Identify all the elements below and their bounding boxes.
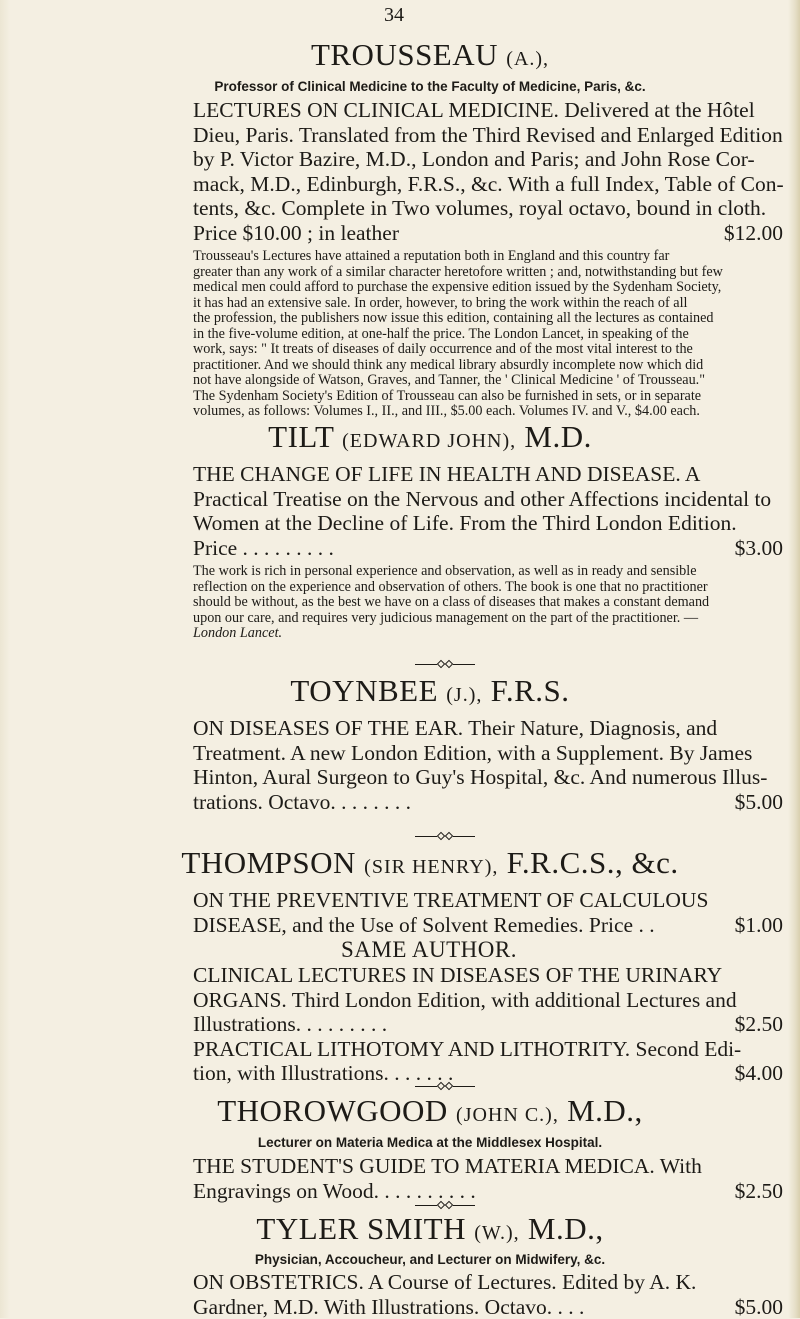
- description-line: Treatment. A new London Edition, with a Supplement. By James: [193, 741, 783, 766]
- book-description: [193, 98, 783, 245]
- description-line: LECTURES ON CLINICAL MEDICINE. Delivered at the Hôtel: [193, 98, 783, 123]
- description-line: mack, M.D., Edinburgh, F.R.S., &c. With a full Index, Table of Con-: [193, 172, 783, 197]
- author-heading: [0, 674, 800, 712]
- description-line: ON OBSTETRICS. A Course of Lectures. Edited by A. K.: [193, 1270, 783, 1295]
- author-suffix: F.R.S.: [491, 673, 570, 708]
- description-line: THE STUDENT'S GUIDE TO MATERIA MEDICA. With: [193, 1154, 783, 1179]
- author-subtitle: Professor of Clinical Medicine to the Faculty of Medicine, Paris, &c.: [0, 78, 800, 96]
- book-description: [193, 888, 783, 937]
- author-suffix: M.D.,: [567, 1093, 643, 1128]
- description-line: ON THE PREVENTIVE TREATMENT OF CALCULOUS: [193, 888, 783, 913]
- catalog-entry-thorowgood: [0, 1094, 800, 1203]
- author-heading: [0, 420, 800, 458]
- note-line: in the five-volume edition, at one-half the price. The London Lancet, in speaking of the: [193, 327, 783, 343]
- ornament-diamond: [445, 1082, 453, 1090]
- ornament-diamond: [445, 1201, 453, 1209]
- price-label: trations. Octavo. . . . . . . .: [193, 790, 411, 815]
- ornament-rule: [453, 1086, 475, 1087]
- ornament-rule: [415, 664, 437, 665]
- price-label: Illustrations. . . . . . . . .: [193, 1012, 387, 1037]
- catalog-entry-thompson: [0, 846, 800, 1086]
- author-subtitle: Physician, Accoucheur, and Lecturer on Midwifery, &c.: [0, 1251, 800, 1269]
- author-heading: [0, 1212, 800, 1250]
- price-line: [193, 221, 783, 246]
- price-label: Price $10.00 ; in leather: [193, 221, 399, 246]
- description-line: THE CHANGE OF LIFE IN HEALTH AND DISEASE. A: [193, 462, 783, 487]
- note-line: it has had an extensive sale. In order, however, to bring the work within the reach of all: [193, 296, 783, 312]
- author-heading: [0, 1094, 800, 1132]
- section-ornament: [415, 832, 475, 840]
- price-value: $2.50: [735, 1179, 783, 1204]
- price-line: [193, 1295, 783, 1319]
- author-name: THOMPSON: [181, 845, 356, 880]
- price-value: $3.00: [735, 536, 783, 561]
- author-suffix: M.D.,: [528, 1211, 604, 1246]
- ornament-rule: [453, 836, 475, 837]
- author-name: TILT: [268, 419, 334, 454]
- author-name: THOROWGOOD: [217, 1093, 448, 1128]
- author-initials: (W.),: [474, 1222, 519, 1244]
- price-value: $1.00: [735, 913, 783, 938]
- same-author-heading: SAME AUTHOR.: [0, 937, 800, 963]
- description-line: by P. Victor Bazire, M.D., London and Paris; and John Rose Cor-: [193, 147, 783, 172]
- price-line: [193, 1061, 783, 1086]
- author-subtitle: Lecturer on Materia Medica at the Middlesex Hospital.: [0, 1134, 800, 1152]
- description-line: tents, &c. Complete in Two volumes, royal octavo, bound in cloth.: [193, 196, 783, 221]
- author-initials: (A.),: [506, 48, 549, 70]
- ornament-rule: [415, 1086, 437, 1087]
- review-notes: [193, 564, 783, 642]
- book-description: [193, 963, 783, 1086]
- author-initials: (EDWARD JOHN),: [342, 430, 516, 452]
- note-line: The Sydenham Society's Edition of Trousseau can also be furnished in sets, or in separate: [193, 389, 783, 405]
- price-value: $4.00: [735, 1061, 783, 1086]
- price-label: tion, with Illustrations. . . . . . .: [193, 1061, 453, 1086]
- price-value: $12.00: [724, 221, 783, 246]
- description-line: Dieu, Paris. Translated from the Third Revised and Enlarged Edition: [193, 123, 783, 148]
- author-suffix: M.D.: [524, 419, 591, 454]
- author-suffix: F.R.C.S., &c.: [507, 845, 679, 880]
- catalog-entry-toynbee: [0, 674, 800, 814]
- description-line: Hinton, Aural Surgeon to Guy's Hospital, &c. And numerous Illus-: [193, 765, 783, 790]
- note-line: work, says: " It treats of diseases of daily occurrence and of the most vital interest to the: [193, 342, 783, 358]
- author-name: TROUSSEAU: [311, 37, 498, 72]
- book-description: [193, 1270, 783, 1319]
- ornament-rule: [415, 1205, 437, 1206]
- catalog-entry-tilt: [0, 420, 800, 642]
- ornament-rule: [453, 1205, 475, 1206]
- description-line: Practical Treatise on the Nervous and other Affections incidental to: [193, 487, 783, 512]
- price-value: $5.00: [735, 1295, 783, 1319]
- price-line: [193, 913, 783, 938]
- author-heading: [0, 846, 800, 884]
- note-line: not have alongside of Watson, Graves, and Tanner, the ' Clinical Medicine ' of Trousseau.": [193, 373, 783, 389]
- author-initials: (J.),: [446, 684, 482, 706]
- author-name: TOYNBEE: [290, 673, 438, 708]
- price-line: [193, 1012, 783, 1037]
- description-line: CLINICAL LECTURES IN DISEASES OF THE URINARY: [193, 963, 783, 988]
- author-heading: [0, 38, 800, 76]
- note-line: should be without, as the best we have on a class of diseases that makes a constant demand: [193, 595, 783, 611]
- author-initials: (JOHN C.),: [456, 1104, 559, 1126]
- price-value: $5.00: [735, 790, 783, 815]
- price-line: [193, 790, 783, 815]
- section-ornament: [415, 1082, 475, 1090]
- ornament-rule: [453, 664, 475, 665]
- note-line: Trousseau's Lectures have attained a reputation both in England and this country far: [193, 249, 783, 265]
- note-line: reflection on the experience and observation of others. The book is one that no practitioner: [193, 580, 783, 596]
- ornament-rule: [415, 836, 437, 837]
- price-line: [193, 1179, 783, 1204]
- section-ornament: [415, 1201, 475, 1209]
- price-label: DISEASE, and the Use of Solvent Remedies. Price . .: [193, 913, 655, 938]
- ornament-diamond: [445, 832, 453, 840]
- author-name: TYLER SMITH: [256, 1211, 466, 1246]
- price-label: Engravings on Wood. . . . . . . . . .: [193, 1179, 476, 1204]
- note-line: practitioner. And we should think any medical library absurdly incomplete now which did: [193, 358, 783, 374]
- description-line: ON DISEASES OF THE EAR. Their Nature, Diagnosis, and: [193, 716, 783, 741]
- catalog-entry-tyler-smith: [0, 1212, 800, 1319]
- description-line: ORGANS. Third London Edition, with additional Lectures and: [193, 988, 783, 1013]
- note-line: greater than any work of a similar character heretofore written ; and, notwithstanding but few: [193, 265, 783, 281]
- review-notes: [193, 249, 783, 420]
- author-initials: (SIR HENRY),: [364, 856, 498, 878]
- section-ornament: [415, 660, 475, 668]
- note-source: London Lancet.: [193, 626, 783, 642]
- description-line: PRACTICAL LITHOTOMY AND LITHOTRITY. Second Edi-: [193, 1037, 783, 1062]
- price-label: Price . . . . . . . . .: [193, 536, 334, 561]
- price-line: [193, 536, 783, 561]
- price-value: $2.50: [735, 1012, 783, 1037]
- price-label: Gardner, M.D. With Illustrations. Octavo. . . .: [193, 1295, 584, 1319]
- note-line: upon our care, and requires very judicious management on the part of the practitioner. —: [193, 611, 783, 627]
- description-line: Women at the Decline of Life. From the Third London Edition.: [193, 511, 783, 536]
- note-line: The work is rich in personal experience and observation, as well as in ready and sensible: [193, 564, 783, 580]
- note-line: the profession, the publishers now issue this edition, containing all the lectures as contained: [193, 311, 783, 327]
- book-description: [193, 462, 783, 560]
- page-number: 34: [384, 4, 404, 27]
- note-line: medical men could afford to purchase the expensive edition issued by the Sydenham Society,: [193, 280, 783, 296]
- book-description: [193, 716, 783, 814]
- book-description: [193, 1154, 783, 1203]
- ornament-diamond: [445, 660, 453, 668]
- catalog-entry-trousseau: [0, 38, 800, 420]
- note-line: volumes, as follows: Volumes I., II., and III., $5.00 each. Volumes IV. and V., $4.00 each.: [193, 404, 783, 420]
